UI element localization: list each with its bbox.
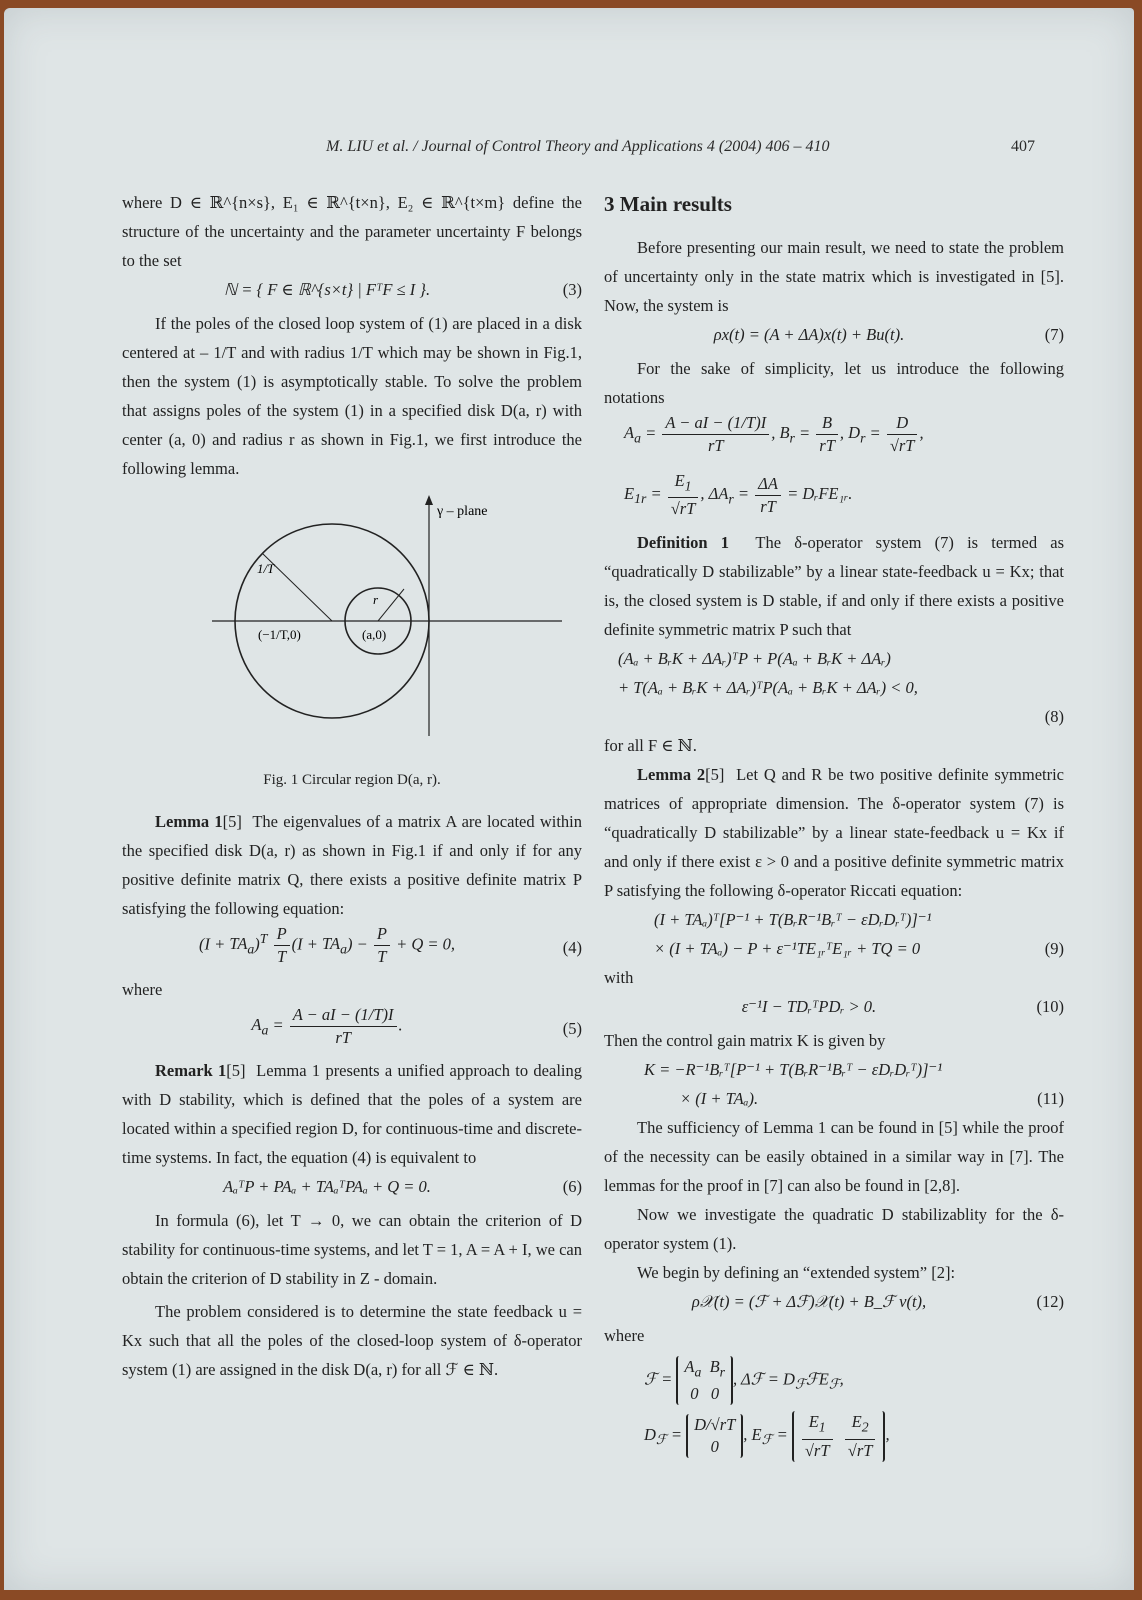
paragraph: The problem considered is to determine the state feedback u = Kx such that all the poles of the closed-loop system of δ-operator system (1) are assigned in the disk D(a, r) for all ℱ ∈ ℕ. bbox=[122, 1302, 582, 1379]
left-column bbox=[122, 188, 582, 1384]
equation-body: ℕ = { F ∈ ℝ^{s×t} | FᵀF ≤ I }. bbox=[223, 280, 431, 299]
right-column bbox=[604, 188, 1064, 1468]
equation-line: (Aₐ + BᵣK + ΔAᵣ)ᵀP + P(Aₐ + BᵣK + ΔAᵣ) bbox=[618, 649, 891, 668]
lemma-head: Lemma 1 bbox=[155, 812, 223, 831]
small-center-label: (a,0) bbox=[362, 627, 387, 642]
equation-number: (11) bbox=[1037, 1089, 1064, 1108]
equation-number: (9) bbox=[1044, 939, 1064, 958]
lemma-1 bbox=[122, 807, 582, 923]
remark-ref: [5] bbox=[226, 1061, 246, 1080]
remark-head: Remark 1 bbox=[155, 1061, 227, 1080]
equation-number: (12) bbox=[1036, 1292, 1064, 1311]
small-radius-line bbox=[378, 589, 404, 621]
equation-number: (4) bbox=[562, 938, 582, 957]
equation-5 bbox=[122, 1004, 582, 1056]
notation-equation-2 bbox=[604, 470, 1064, 528]
equation-tail: = DᵣFE₁ᵣ. bbox=[787, 483, 853, 503]
equation-12 bbox=[604, 1287, 1064, 1321]
lemma-2 bbox=[604, 760, 1064, 905]
equation-number: (10) bbox=[1036, 997, 1064, 1016]
equation-body: $E_{1r}$ = $\frac{E_1}{√rT}$ , $\Delta A_r$ = $\frac{\Delta A}{rT}$ = DᵣFE₁ᵣ. bbox=[624, 471, 853, 519]
equation-body: $(I + TA_a)^T$ $\frac{P}{T}$ $(I + TA_a)$ − $\frac{P}{T}$ + Q = 0, bbox=[198, 924, 456, 966]
figure-caption: Fig. 1 Circular region D(a, r). bbox=[263, 772, 441, 788]
equation-body: AₐᵀP + PAₐ + TAₐᵀPAₐ + Q = 0. bbox=[223, 1177, 431, 1196]
remark-1 bbox=[122, 1056, 582, 1172]
big-radius-label: 1/T bbox=[257, 561, 275, 576]
equation-number: (7) bbox=[1044, 325, 1064, 344]
where-label: where bbox=[604, 1326, 645, 1345]
lemma-ref: [5] bbox=[222, 812, 242, 831]
paragraph: If the poles of the closed loop system of (1) are placed in a disk centered at – 1/T and with radius 1/T which may be shown in Fig.1, then the system (1) is asymptotically stable. To solve the problem that assigns poles of the system (1) in a specified disk D(a, r) with center (a, 0) and radius r as shown in Fig.1, we first introduce the following lemma. bbox=[122, 314, 582, 478]
equation-body: $A_a$ = $\frac{A - aI - (1/T)I}{rT}$ . bbox=[251, 1005, 403, 1047]
matrix-definitions bbox=[604, 1356, 1064, 1462]
equation-line: × (I + TAₐ). bbox=[680, 1089, 759, 1108]
equation-11 bbox=[604, 1055, 1064, 1113]
equation-body: ε⁻¹I − TDᵣᵀPDᵣ > 0. bbox=[741, 997, 877, 1016]
paragraph: for all F ∈ ℕ. bbox=[604, 736, 697, 755]
axis-arrow-icon bbox=[425, 495, 433, 505]
equation-number: (5) bbox=[562, 1019, 582, 1038]
lemma-head: Lemma 2 bbox=[637, 765, 706, 784]
matrix-line: $D_ℱ = D/√rT$ 0, $E_ℱ$ = $\frac{E_1}{√rT}$ $\frac{E_2}{√rT}$ , bbox=[644, 1412, 890, 1460]
equation-line: × (I + TAₐ) − P + ε⁻¹TE₁ᵣᵀE₁ᵣ + TQ = 0 bbox=[654, 939, 921, 958]
section-heading: 3 Main results bbox=[604, 192, 732, 216]
lemma-body: Let Q and R be two positive definite symmetric matrices of appropriate dimension. The δ-operator system (7) is “quadratically D stabilizable” by a linear state-feedback u = Kx if and only if there exist ε > 0 and a positive definite symmetric matrix P satisfying the following δ-operator Riccati equation: bbox=[604, 765, 1064, 900]
equation-4 bbox=[122, 923, 582, 975]
where-label: where bbox=[122, 980, 163, 999]
equation-7 bbox=[604, 320, 1064, 354]
plane-label: γ – plane bbox=[437, 504, 488, 519]
paper-page bbox=[4, 8, 1134, 1590]
paragraph: Now we investigate the quadratic D stabilizablity for the δ-operator system (1). bbox=[604, 1205, 1064, 1253]
big-center-label: (−1/T,0) bbox=[258, 627, 301, 642]
paragraph: Before presenting our main result, we need to state the problem of uncertainty only in the state matrix which is investigated in [5]. Now, the system is bbox=[604, 238, 1064, 315]
circular-region-diagram bbox=[122, 491, 582, 751]
definition-head: Definition 1 bbox=[637, 533, 730, 552]
matrix-line: ℱ = $A_a$ $B_r$ 0 0, Δℱ = $D_ℱℱE_ℱ$, bbox=[644, 1357, 844, 1404]
small-radius-label: r bbox=[373, 592, 379, 607]
equation-body: ρ𝒳(t) = (ℱ + Δℱ)𝒳(t) + B_ℱ v(t), bbox=[691, 1292, 927, 1311]
definition-1 bbox=[604, 528, 1064, 644]
paragraph: The sufficiency of Lemma 1 can be found in [5] while the proof of the necessity can be easily obtained in a similar way in [7]. The lemmas for the proof in [7] can also be found in [2,8]. bbox=[604, 1118, 1064, 1195]
equation-line: (I + TAₐ)ᵀ[P⁻¹ + T(BᵣR⁻¹Bᵣᵀ − εDᵣDᵣᵀ)]⁻¹ bbox=[654, 910, 932, 929]
running-header: M. LIU et al. / Journal of Control Theory and Applications 4 (2004) 406 – 410 bbox=[326, 138, 830, 155]
equation-number: (3) bbox=[562, 280, 582, 299]
paragraph: In formula (6), let T → 0, we can obtain the criterion of D stability for continuous-time systems, and let T = 1, A = A + I, we can obtain the criterion of D stability in Z - domain. bbox=[122, 1211, 582, 1288]
equation-10 bbox=[604, 992, 1064, 1026]
equation-6 bbox=[122, 1172, 582, 1206]
lemma-body: The eigenvalues of a matrix A are located within the specified disk D(a, r) as shown in Fig.1 if and only if for any positive definite matrix Q, there exists a positive definite matrix P satisfying the following equation: bbox=[122, 812, 583, 918]
figure-1 bbox=[122, 491, 582, 795]
equation-8 bbox=[604, 644, 1064, 731]
equation-9 bbox=[604, 905, 1064, 963]
paragraph: where D ∈ ℝ^{n×s}, E₁ ∈ ℝ^{t×n}, E₂ ∈ ℝ^{t×m} define the structure of the uncertainty and the parameter uncertainty F belongs to the set bbox=[122, 193, 582, 270]
equation-number: (8) bbox=[1044, 707, 1064, 726]
equation-line: K = −R⁻¹Bᵣᵀ[P⁻¹ + T(BᵣR⁻¹Bᵣᵀ − εDᵣDᵣᵀ)]⁻¹ bbox=[644, 1060, 943, 1079]
paragraph: For the sake of simplicity, let us introduce the following notations bbox=[604, 359, 1064, 407]
paragraph: We begin by defining an “extended system” [2]: bbox=[637, 1263, 956, 1282]
paragraph: Then the control gain matrix K is given by bbox=[604, 1031, 886, 1050]
remark-body: Lemma 1 presents a unified approach to dealing with D stability, which is defined that the poles of a system are located within a specified region D, for continuous-time and discrete-time systems. In fact, the equation (4) is equivalent to bbox=[122, 1061, 582, 1167]
definition-body: The δ-operator system (7) is termed as “quadratically D stabilizable” by a linear state-feedback u = Kx; that is, the closed system is D stable, if and only if there exists a positive definite symmetric matrix P such that bbox=[604, 533, 1064, 639]
equation-line: + T(Aₐ + BᵣK + ΔAᵣ)ᵀP(Aₐ + BᵣK + ΔAᵣ) < 0, bbox=[618, 678, 918, 697]
equation-number: (6) bbox=[562, 1177, 582, 1196]
with-label: with bbox=[604, 968, 634, 987]
equation-3 bbox=[122, 275, 582, 309]
lemma-ref: [5] bbox=[705, 765, 725, 784]
page-number: 407 bbox=[1011, 138, 1035, 155]
equation-body: $A_a$ = $\frac{A - aI - (1/T)I}{rT}$ , $B_r$ = $\frac{B}{rT}$ , $D_r$ = $\frac{D}{√rT}$ , bbox=[624, 413, 924, 455]
notation-equation-1 bbox=[604, 412, 1064, 470]
equation-body: ρx(t) = (A + ΔA)x(t) + Bu(t). bbox=[713, 325, 905, 344]
